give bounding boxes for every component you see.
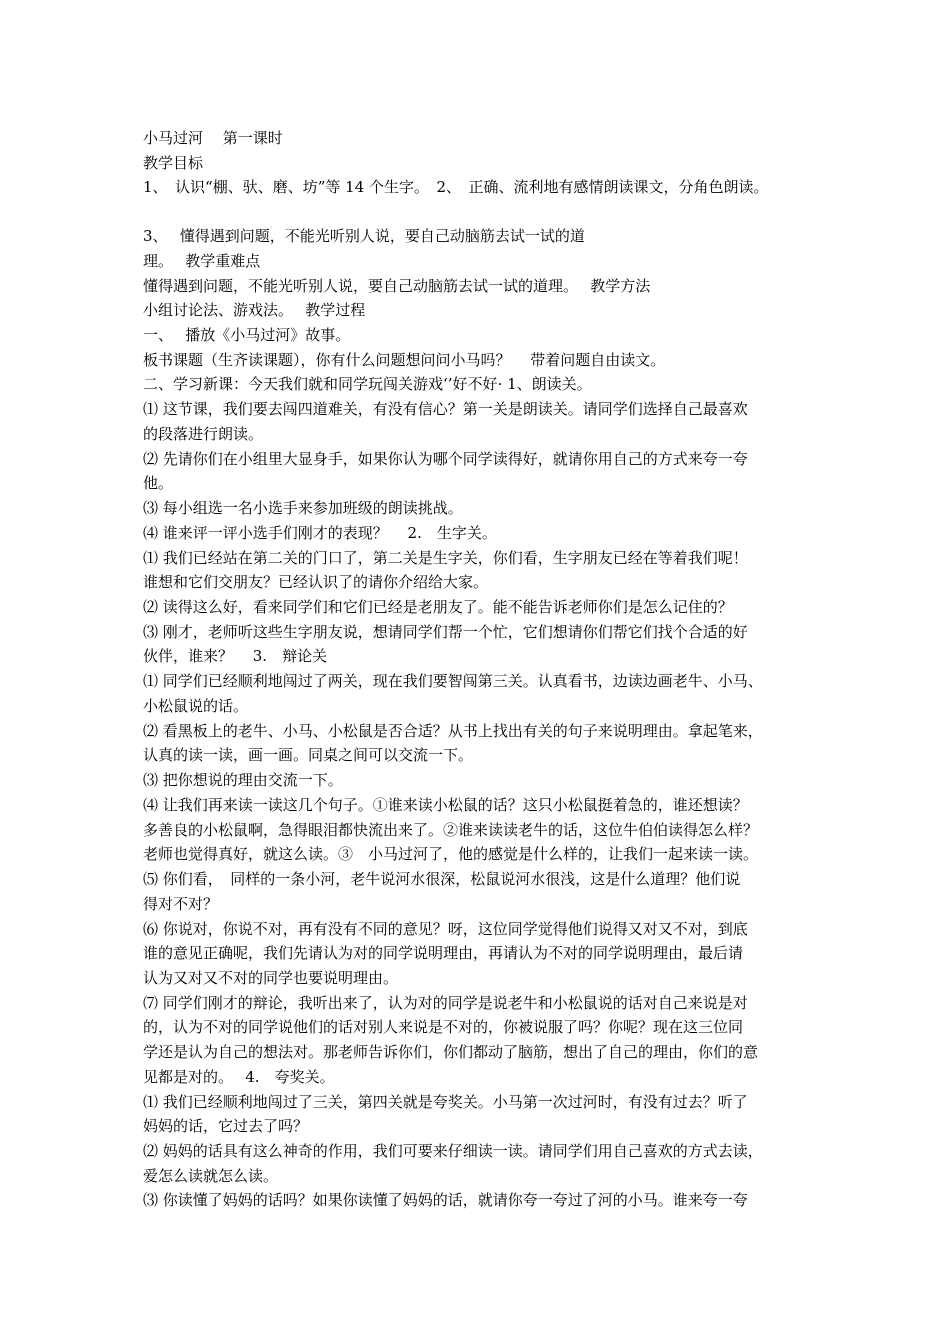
text-line: 认真的读一读，画一画。同桌之间可以交流一下。 <box>143 746 474 764</box>
section-heading: 教学目标 <box>143 154 204 172</box>
text-line: ⑴ 我们已经站在第二关的门口了，第二关是生字关，你们看，生字朋友已经在等着我们呢！ <box>143 549 748 567</box>
text-line: ⑸ 你们看， 同样的一条小河，老牛说河水很深，松鼠说河水很浅，这是什么道理？他们说 <box>143 870 741 888</box>
text-line: 伙伴，谁来？ 3. 辩论关 <box>143 647 328 665</box>
text-line: ⑷ 让我们再来读一读这几个句子。①谁来读小松鼠的话？这只小松鼠挺着急的，谁还想读？ <box>143 796 748 814</box>
text-line: 二、学习新课：今天我们就和同学玩闯关游戏‘’好不好· 1、朗读关。 <box>143 375 592 393</box>
text-line: 得对不对？ <box>143 895 219 913</box>
text-line: 的，认为不对的同学说他们的话对别人来说是不对的，你被说服了吗？你呢？现在这三位同 <box>143 1018 744 1036</box>
text-line: 他。 <box>143 474 174 492</box>
text-line: ⑵ 读得这么好，看来同学们和它们已经是老朋友了。能不能告诉老师你们是怎么记住的？ <box>143 598 733 616</box>
text-line: 懂得遇到问题，不能光听别人说，要自己动脑筋去试一试的道理。 教学方法 <box>143 277 651 295</box>
text-line: ⑺ 同学们刚才的辩论，我听出来了，认为对的同学是说老牛和小松鼠说的话对自己来说是对 <box>143 994 748 1012</box>
text-line: ⑵ 先请你们在小组里大显身手，如果你认为哪个同学读得好，就请你用自己的方式来夸一夸 <box>143 450 748 468</box>
text-line: ⑷ 谁来评一评小选手们刚才的表现？ 2. 生字关。 <box>143 524 497 542</box>
text-line: ⑴ 这节课，我们要去闯四道难关，有没有信心？第一关是朗读关。请同学们选择自己最喜欢 <box>143 400 748 418</box>
text-line: 谁想和它们交朋友？已经认识了的请你介绍给大家。 <box>143 573 489 591</box>
text-line: ⑹ 你说对，你说不对，再有没有不同的意见？呀，这位同学觉得他们说得又对又不对，到底 <box>143 920 748 938</box>
text-line: 老师也觉得真好，就这么读。③ 小马过河了，他的感觉是什么样的，让我们一起来读一读。 <box>143 845 759 863</box>
text-line: ⑴ 同学们已经顺利地闯过了两关，现在我们要智闯第三关。认真看书，边读边画老牛、小马、 <box>143 672 763 690</box>
text-line: ⑶ 把你想说的理由交流一下。 <box>143 771 343 789</box>
text-line: ⑵ 妈妈的话具有这么神奇的作用，我们可要来仔细读一读。请同学们用自己喜欢的方式去读， <box>143 1142 763 1160</box>
text-line: 小松鼠说的话。 <box>143 697 249 715</box>
text-line: 谁的意见正确呢，我们先请认为对的同学说明理由，再请认为不对的同学说明理由，最后请 <box>143 944 744 962</box>
doc-title: 小马过河 第一课时 <box>143 129 283 147</box>
text-line: 妈妈的话，它过去了吗？ <box>143 1117 309 1135</box>
text-line: 理。 教学重难点 <box>143 252 261 270</box>
text-line: 多善良的小松鼠啊，急得眼泪都快流出来了。②谁来读读老牛的话，这位牛伯伯读得怎么样？ <box>143 821 759 839</box>
text-line: 爱怎么读就怎么读。 <box>143 1167 279 1185</box>
text-line: 的段落进行朗读。 <box>143 425 264 443</box>
text-line: 3、 懂得遇到问题，不能光听别人说，要自己动脑筋去试一试的道 <box>143 227 585 245</box>
text-line: 板书课题（生齐读课题），你有什么问题想问问小马吗？ 带着问题自由读文。 <box>143 351 666 369</box>
text-line: ⑵ 看黑板上的老牛、小马、小松鼠是否合适？从书上找出有关的句子来说明理由。拿起笔来， <box>143 722 763 740</box>
text-line: 小组讨论法、游戏法。 教学过程 <box>143 301 366 319</box>
text-line: 认为又对又不对的同学也要说明理由。 <box>143 969 399 987</box>
text-line: ⑶ 刚才，老师听这些生字朋友说，想请同学们帮一个忙，它们想请你们帮它们找个合适的好 <box>143 623 748 641</box>
text-line: 1、 认识“棚、驮、磨、坊”等 14 个生字。 2、 正确、流利地有感情朗读课文，分角色朗读。 <box>143 178 769 196</box>
text-line: 一、 播放《小马过河》故事。 <box>143 326 351 344</box>
text-line: 学还是认为自己的想法对。那老师告诉你们，你们都动了脑筋，想出了自己的理由，你们的意 <box>143 1043 759 1061</box>
text-line: ⑶ 每小组选一名小选手来参加班级的朗读挑战。 <box>143 499 463 517</box>
text-line: ⑶ 你读懂了妈妈的话吗？如果你读懂了妈妈的话，就请你夸一夸过了河的小马。谁来夸一夸 <box>143 1191 748 1209</box>
text-line: 见都是对的。 4. 夸奖关。 <box>143 1068 335 1086</box>
text-line: ⑴ 我们已经顺利地闯过了三关，第四关就是夸奖关。小马第一次过河时，有没有过去？听了 <box>143 1093 748 1111</box>
